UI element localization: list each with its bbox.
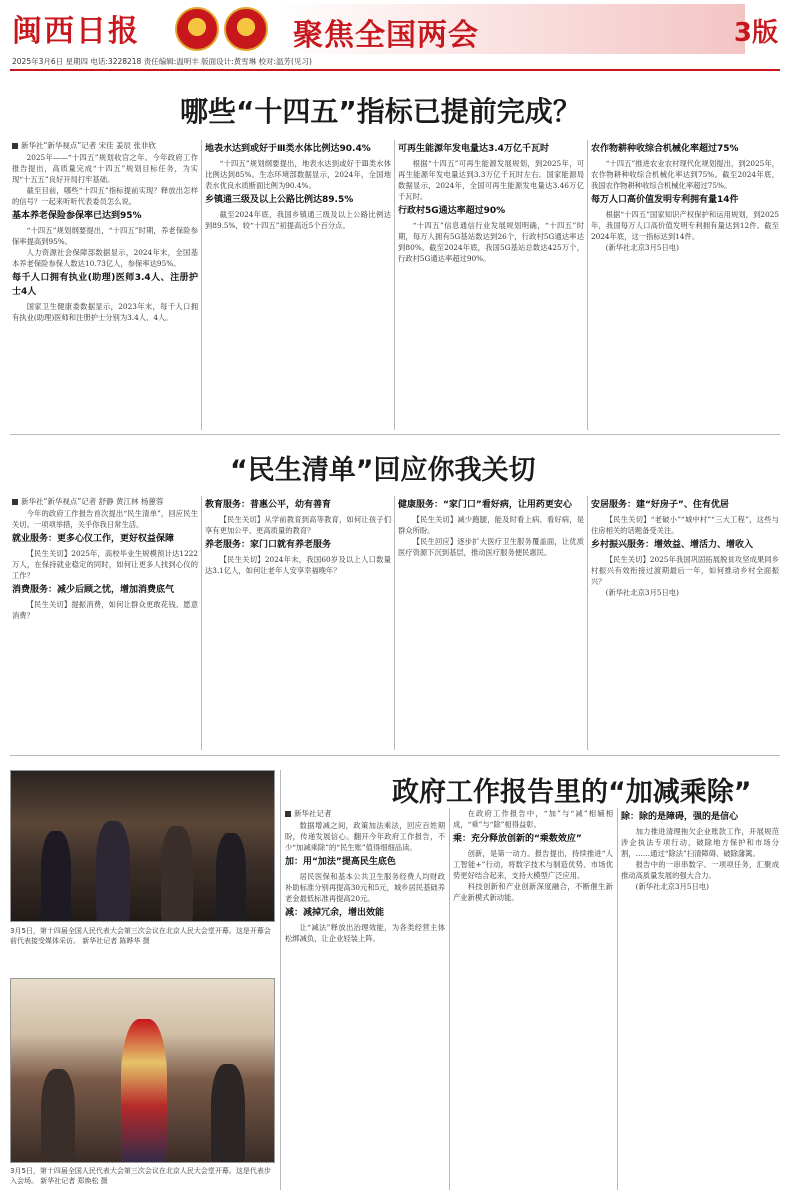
paragraph: 人力资源社会保障部数据显示，2024年末，全国基本养老保险参保人数达10.73亿人，参保率达95%。	[12, 248, 198, 268]
paragraph: 2025年——“十四五”规划收官之年。今年政府工作报告提出，高质量完成“十四五”规划目标任务，为实现“十五五”良好开局打牢基础。	[12, 153, 198, 184]
subheading: 就业服务：更多心仪工作，更好权益保障	[12, 534, 175, 544]
caption-text: 3月5日，第十四届全国人民代表大会第三次会议在北京人民大会堂开幕。这是开幕会前代表接受媒体采访。	[10, 927, 271, 945]
paragraph: 数据增减之间，政策加法乘法，回应百姓期盼，传递发展信心。翻开今年政府工作报告，不少“加减乘除”的“民生账”值得细细品读。	[285, 821, 445, 852]
paragraph: 报告中的一串串数字、一项项任务，汇聚成推动高质量发展的强大合力。	[621, 860, 779, 880]
paragraph: 今年的政府工作报告首次提出“民生清单”，回应民生关切。一项项举措，关乎你我日常生活。	[12, 509, 198, 529]
photo-credit: 新华社记者 陈晔华 摄	[82, 937, 150, 945]
column-divider	[449, 808, 450, 1190]
subheading: 每万人口高价值发明专利拥有量14件	[591, 195, 739, 205]
paragraph: 根据“十四五”可再生能源发展规划，到2025年，可再生能源年发电量达到3.3万亿千瓦时左右。国家能源局数据显示，2024年，全国可再生能源发电量达3.46万亿千瓦时。	[398, 159, 584, 201]
subheading: 安居服务：建“好房子”、住有优居	[591, 500, 729, 510]
paragraph: 【民生关切】“老破小”“城中村”“三大工程”，这些与住房相关的话题备受关注。	[591, 515, 779, 535]
credit: (新华社北京3月5日电)	[635, 882, 709, 891]
paragraph: “十四五”信息通信行业发展规划明确，“十四五”时期，每万人拥有5G基站数达到26个，行政村5G通达率达到80%。截至2024年底，我国5G基站总数达425万个，行政村5G通达率超过90%。	[398, 221, 584, 263]
article1-headline: 哪些“十四五”指标已提前完成？	[180, 95, 581, 128]
paragraph: “十四五”推进农业农村现代化规划提出，到2025年，农作物耕种收综合机械化率达到75%。截至2024年底，我国农作物耕种收综合机械化率超过75%。	[591, 159, 779, 190]
masthead	[0, 0, 790, 68]
subheading: 乡镇通三级及以上公路比例达89.5%	[205, 195, 354, 205]
article3-headline: 政府工作报告里的“加减乘除”	[392, 777, 752, 808]
paragraph: 【民生关切】2025年，高校毕业生规模预计达1222万人，在保持就业稳定的同时，如何让更多人找到心仪的工作？	[12, 549, 198, 580]
column-divider	[394, 140, 395, 430]
column-divider	[280, 770, 281, 1190]
paragraph: 截至目前，哪些“十四五”指标提前实现？释放出怎样的信号？一起来听听代表委员怎么说。	[12, 186, 198, 206]
masthead-rule	[10, 69, 780, 71]
subheading: 乘：充分释放创新的“乘数效应”	[453, 834, 582, 844]
paragraph: 根据“十四五”国家知识产权保护和运用规划，到2025年，我国每万人口高价值发明专利拥有量达到12件。截至2024年底，这一指标达到14件。	[591, 210, 779, 241]
caption-text: 3月5日，第十四届全国人民代表大会第三次会议在北京人民大会堂开幕。这是代表步入会场。	[10, 1167, 271, 1185]
page-number: 3版	[733, 18, 778, 48]
subheading: 加：用“加法”提高民生底色	[285, 857, 396, 867]
paragraph: 让“减法”释放出治理效能，为各类经营主体松绑减负，让企业轻装上阵。	[285, 923, 445, 943]
paragraph: 【民生关切】从学前教育到高等教育，如何让孩子们享有更加公平、更高质量的教育？	[205, 515, 391, 535]
national-emblem-icon	[175, 7, 219, 51]
photo-caption-2	[10, 1166, 275, 1186]
subheading: 基本养老保险参保率已达到95%	[12, 211, 142, 221]
news-photo-2	[10, 978, 275, 1163]
paragraph: 【民生关切】2025年我国巩固拓展脱贫攻坚成果同乡村振兴有效衔接过渡期最后一年，如何推动乡村全面振兴？	[591, 555, 779, 586]
paragraph: 【民生关切】减少跑腿，能及时看上病、看好病，是群众所盼。	[398, 515, 584, 535]
article1-byline-text: 新华社“新华视点”记者 宋佳 姜辰 张非欣	[21, 141, 156, 150]
article2-headline: “民生清单”回应你我关切	[230, 455, 536, 486]
article1-byline	[12, 140, 156, 151]
article3-column-3	[621, 808, 779, 1190]
paragraph: 科技创新和产业创新深度融合，不断催生新产业新模式新动能。	[453, 882, 613, 902]
photo-caption-1	[10, 926, 275, 946]
credit: (新华社北京3月5日电)	[605, 588, 679, 597]
article1-column-1	[12, 152, 198, 428]
subheading: 除：除的是障碍，强的是信心	[621, 812, 739, 822]
paragraph: 在政府工作报告中，“加”与“减”相辅相成，“乘”与“除”相得益彰。	[453, 809, 613, 829]
article2-column-4	[591, 496, 779, 748]
column-divider	[201, 140, 202, 430]
paragraph: 创新，是第一动力。报告提出，持续推进“人工智能+”行动，将数字技术与制造优势、市场优势更好结合起来，支持大模型广泛应用。	[453, 849, 613, 880]
section-divider	[10, 755, 780, 756]
column-divider	[394, 496, 395, 750]
article3-column-2	[453, 808, 613, 1190]
subheading: 每千人口拥有执业(助理)医师3.4人、注册护士4人	[12, 273, 198, 297]
paragraph: “十四五”规划纲要提出，“十四五”时期，养老保险参保率提高到95%。	[12, 226, 198, 246]
subheading: 消费服务：减少后顾之忧，增加消费底气	[12, 585, 175, 595]
subheading: 养老服务：家门口就有养老服务	[205, 540, 332, 550]
news-photo-1	[10, 770, 275, 922]
article1-column-3	[398, 140, 584, 428]
article3-byline	[285, 808, 332, 819]
paragraph: 国家卫生健康委数据显示，2023年末，每千人口拥有执业(助理)医师和注册护士分别为3.4人、4人。	[12, 302, 198, 322]
photo-credit: 新华社记者 郑焕松 摄	[40, 1177, 108, 1185]
paragraph: 【民生关切】提振消费，如何让群众更敢花钱、愿意消费？	[12, 600, 198, 620]
subheading: 行政村5G通达率超过90%	[398, 206, 506, 216]
section-title: 聚焦全国两会	[293, 18, 479, 53]
column-divider	[587, 496, 588, 750]
subheading: 可再生能源年发电量达3.4万亿千瓦时	[398, 144, 549, 154]
newspaper-logo: 闽西日报	[12, 14, 140, 49]
article2-column-3	[398, 496, 584, 748]
subheading: 健康服务：“家门口”看好病，让用药更安心	[398, 500, 572, 510]
column-divider	[617, 808, 618, 1190]
paragraph: 截至2024年底，我国乡镇通三级及以上公路比例达到89.5%，较“十四五”初提高近5个百分点。	[205, 210, 391, 230]
credit: (新华社北京3月5日电)	[605, 243, 679, 252]
subheading: 减：减掉冗余，增出效能	[285, 908, 385, 918]
subheading: 乡村振兴服务：增效益、增活力、增收入	[591, 540, 754, 550]
dateline: 2025年3月6日 星期四 电话:3228218 责任编辑:温明丰 版面设计:黄雪琳 校对:温芳(见习)	[12, 57, 312, 66]
article3-column-1	[285, 820, 445, 1190]
paragraph: “十四五”规划纲要提出，地表水达到或好于Ⅲ类水体比例达到85%。生态环境部数据显示，2024年，全国地表水优良水质断面比例为90.4%。	[205, 159, 391, 190]
subheading: 地表水达到或好于Ⅲ类水体比例达90.4%	[205, 144, 371, 154]
subheading: 教育服务：普惠公平，幼有善育	[205, 500, 332, 510]
article1-column-4	[591, 140, 779, 428]
cppcc-emblem-icon	[224, 7, 268, 51]
article2-byline-text: 新华社“新华视点”记者 舒静 黄江林 杨蕙蓉	[21, 497, 164, 506]
column-divider	[587, 140, 588, 430]
article1-column-2	[205, 140, 391, 428]
paragraph: 【民生回应】逐步扩大医疗卫生服务覆盖面，让优质医疗资源下沉到基层，推动医疗服务便民惠民。	[398, 537, 584, 557]
section-divider	[10, 434, 780, 435]
article2-byline	[12, 496, 163, 507]
paragraph: 加力推进清理拖欠企业账款工作，开展规范涉企执法专项行动，破除地方保护和市场分割，……通过“除法”扫清障碍、破除藩篱。	[621, 827, 779, 858]
paragraph: 【民生关切】2024年末，我国60岁及以上人口数量达3.1亿人，如何让老年人安享幸福晚年？	[205, 555, 391, 575]
subheading: 农作物耕种收综合机械化率超过75%	[591, 144, 739, 154]
paragraph: 居民医保和基本公共卫生服务经费人均财政补助标准分别再提高30元和5元，城乡居民基础养老金最低标准再提高20元。	[285, 872, 445, 903]
article3-byline-text: 新华社记者	[294, 809, 332, 818]
article2-column-2	[205, 496, 391, 748]
article2-column-1	[12, 508, 198, 748]
column-divider	[201, 496, 202, 750]
